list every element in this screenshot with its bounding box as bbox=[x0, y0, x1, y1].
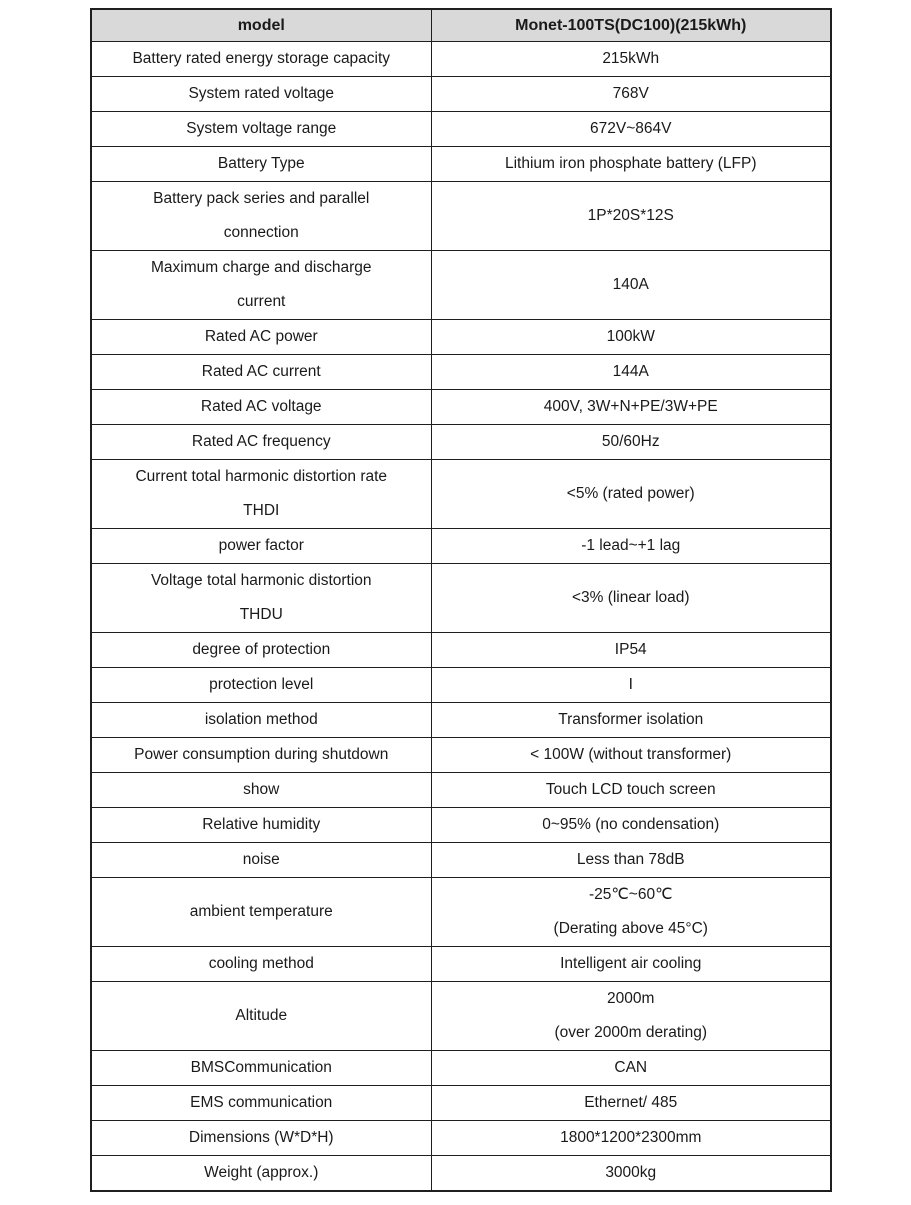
spec-value-line: 0~95% (no condensation) bbox=[542, 816, 720, 833]
table-row bbox=[91, 460, 831, 529]
spec-value-line: <5% (rated power) bbox=[566, 485, 695, 502]
spec-value-cell bbox=[431, 355, 831, 390]
spec-label-cell bbox=[91, 808, 431, 843]
spec-label-line: Rated AC frequency bbox=[191, 433, 331, 450]
spec-value-line: (over 2000m derating) bbox=[554, 1024, 707, 1041]
table-row bbox=[91, 251, 831, 320]
spec-value-cell bbox=[431, 1086, 831, 1121]
table-row bbox=[91, 77, 831, 112]
spec-value-line: 144A bbox=[612, 363, 649, 380]
spec-label-line: System voltage range bbox=[186, 120, 337, 137]
spec-label-cell bbox=[91, 112, 431, 147]
spec-label-cell bbox=[91, 1086, 431, 1121]
spec-value-line: 400V, 3W+N+PE/3W+PE bbox=[543, 398, 718, 415]
spec-value-cell bbox=[431, 808, 831, 843]
spec-label-cell bbox=[91, 1121, 431, 1156]
spec-label-cell bbox=[91, 460, 431, 529]
spec-value-line: CAN bbox=[614, 1059, 648, 1076]
spec-value-cell bbox=[431, 112, 831, 147]
spec-label-cell bbox=[91, 982, 431, 1051]
spec-value-line: 140A bbox=[612, 276, 649, 293]
table-row bbox=[91, 320, 831, 355]
spec-label-line: current bbox=[237, 293, 286, 310]
spec-value-cell bbox=[431, 947, 831, 982]
spec-label-line: THDU bbox=[239, 606, 283, 623]
spec-label-cell bbox=[91, 529, 431, 564]
spec-label-cell bbox=[91, 668, 431, 703]
spec-value-line: Ethernet/ 485 bbox=[584, 1094, 678, 1111]
spec-label-line: Maximum charge and discharge bbox=[150, 259, 372, 276]
spec-value-cell bbox=[431, 390, 831, 425]
spec-label-cell bbox=[91, 843, 431, 878]
spec-label-line: System rated voltage bbox=[188, 85, 335, 102]
table-row bbox=[91, 703, 831, 738]
spec-value-cell bbox=[431, 1156, 831, 1192]
spec-label-cell bbox=[91, 1051, 431, 1086]
spec-label-line: show bbox=[243, 781, 280, 798]
table-row bbox=[91, 42, 831, 77]
spec-value-line: I bbox=[628, 676, 633, 693]
spec-label-cell bbox=[91, 355, 431, 390]
spec-value-cell bbox=[431, 77, 831, 112]
table-row bbox=[91, 1086, 831, 1121]
table-row bbox=[91, 773, 831, 808]
spec-table-body bbox=[91, 42, 831, 1192]
spec-label-cell bbox=[91, 251, 431, 320]
spec-value-cell bbox=[431, 529, 831, 564]
spec-value-line: -1 lead~+1 lag bbox=[581, 537, 681, 554]
spec-label-line: Voltage total harmonic distortion bbox=[150, 572, 372, 589]
spec-label-line: noise bbox=[242, 851, 280, 868]
table-row bbox=[91, 982, 831, 1051]
header-cell-model-value: Monet-100TS(DC100)(215kWh) bbox=[431, 9, 831, 42]
table-row bbox=[91, 564, 831, 633]
spec-table bbox=[90, 8, 832, 1192]
spec-value-cell bbox=[431, 320, 831, 355]
spec-value-line: Lithium iron phosphate battery (LFP) bbox=[504, 155, 757, 172]
table-row bbox=[91, 355, 831, 390]
spec-label-cell bbox=[91, 425, 431, 460]
spec-value-line: 3000kg bbox=[605, 1164, 657, 1181]
spec-value-cell bbox=[431, 878, 831, 947]
table-row bbox=[91, 633, 831, 668]
spec-value-line: 100kW bbox=[606, 328, 655, 345]
spec-label-line: cooling method bbox=[208, 955, 314, 972]
spec-value-cell bbox=[431, 460, 831, 529]
spec-value-line: Less than 78dB bbox=[576, 851, 685, 868]
table-row bbox=[91, 878, 831, 947]
table-row bbox=[91, 112, 831, 147]
table-row bbox=[91, 668, 831, 703]
spec-label-line: Rated AC current bbox=[201, 363, 321, 380]
table-header-row bbox=[91, 9, 831, 42]
spec-value-cell bbox=[431, 182, 831, 251]
spec-label-line: Battery Type bbox=[217, 155, 305, 172]
table-row bbox=[91, 1051, 831, 1086]
spec-label-line: protection level bbox=[209, 676, 314, 693]
spec-label-line: degree of protection bbox=[192, 641, 331, 658]
table-row bbox=[91, 425, 831, 460]
spec-value-line: 768V bbox=[612, 85, 649, 102]
table-row bbox=[91, 947, 831, 982]
spec-value-cell bbox=[431, 982, 831, 1051]
spec-label-line: isolation method bbox=[204, 711, 318, 728]
table-row bbox=[91, 390, 831, 425]
table-row bbox=[91, 529, 831, 564]
spec-value-line: (Derating above 45°C) bbox=[553, 920, 708, 937]
spec-label-cell bbox=[91, 182, 431, 251]
spec-value-cell bbox=[431, 703, 831, 738]
spec-label-line: EMS communication bbox=[190, 1094, 333, 1111]
spec-label-cell bbox=[91, 320, 431, 355]
spec-label-line: ambient temperature bbox=[189, 903, 333, 920]
spec-value-cell bbox=[431, 1121, 831, 1156]
spec-value-line: < 100W (without transformer) bbox=[530, 746, 732, 763]
spec-value-cell bbox=[431, 843, 831, 878]
table-row bbox=[91, 1156, 831, 1192]
spec-label-cell bbox=[91, 878, 431, 947]
spec-label-line: Battery pack series and parallel bbox=[153, 190, 370, 207]
spec-label-line: THDI bbox=[243, 502, 280, 519]
spec-value-line: <3% (linear load) bbox=[571, 589, 690, 606]
spec-label-cell bbox=[91, 147, 431, 182]
spec-label-cell bbox=[91, 703, 431, 738]
spec-label-cell bbox=[91, 633, 431, 668]
table-row bbox=[91, 843, 831, 878]
spec-label-line: connection bbox=[223, 224, 299, 241]
spec-label-line: Current total harmonic distortion rate bbox=[135, 468, 388, 485]
table-row bbox=[91, 1121, 831, 1156]
spec-label-cell bbox=[91, 1156, 431, 1192]
spec-value-cell bbox=[431, 668, 831, 703]
spec-value-cell bbox=[431, 42, 831, 77]
spec-label-cell bbox=[91, 77, 431, 112]
spec-value-cell bbox=[431, 564, 831, 633]
spec-value-line: 1800*1200*2300mm bbox=[560, 1129, 702, 1146]
table-row bbox=[91, 738, 831, 773]
spec-value-line: Transformer isolation bbox=[558, 711, 704, 728]
spec-value-line: 672V~864V bbox=[590, 120, 672, 137]
spec-label-line: Relative humidity bbox=[202, 816, 321, 833]
spec-label-cell bbox=[91, 390, 431, 425]
spec-label-cell bbox=[91, 42, 431, 77]
spec-value-cell bbox=[431, 1051, 831, 1086]
spec-label-cell bbox=[91, 773, 431, 808]
spec-value-line: Touch LCD touch screen bbox=[545, 781, 716, 798]
spec-label-cell bbox=[91, 947, 431, 982]
spec-value-line: -25℃~60℃ bbox=[588, 886, 673, 903]
spec-value-line: 215kWh bbox=[602, 50, 660, 67]
spec-label-cell bbox=[91, 564, 431, 633]
spec-value-line: Intelligent air cooling bbox=[560, 955, 702, 972]
table-row bbox=[91, 182, 831, 251]
spec-label-line: Weight (approx.) bbox=[204, 1164, 319, 1181]
spec-label-line: Rated AC power bbox=[204, 328, 318, 345]
spec-label-line: power factor bbox=[218, 537, 304, 554]
table-row bbox=[91, 808, 831, 843]
spec-value-cell bbox=[431, 425, 831, 460]
spec-value-cell bbox=[431, 147, 831, 182]
spec-label-line: Battery rated energy storage capacity bbox=[132, 50, 391, 67]
spec-value-cell bbox=[431, 633, 831, 668]
spec-label-cell bbox=[91, 738, 431, 773]
spec-value-cell bbox=[431, 738, 831, 773]
spec-label-line: Rated AC voltage bbox=[200, 398, 322, 415]
table-row bbox=[91, 147, 831, 182]
spec-label-line: BMSCommunication bbox=[190, 1059, 332, 1076]
header-cell-model: model bbox=[91, 9, 431, 42]
spec-label-line: Altitude bbox=[235, 1007, 288, 1024]
spec-value-line: IP54 bbox=[614, 641, 647, 658]
spec-label-line: Dimensions (W*D*H) bbox=[188, 1129, 334, 1146]
spec-value-line: 50/60Hz bbox=[601, 433, 660, 450]
spec-value-line: 1P*20S*12S bbox=[587, 207, 674, 224]
spec-value-cell bbox=[431, 251, 831, 320]
spec-label-line: Power consumption during shutdown bbox=[134, 746, 389, 763]
spec-value-line: 2000m bbox=[607, 990, 655, 1007]
spec-value-cell bbox=[431, 773, 831, 808]
